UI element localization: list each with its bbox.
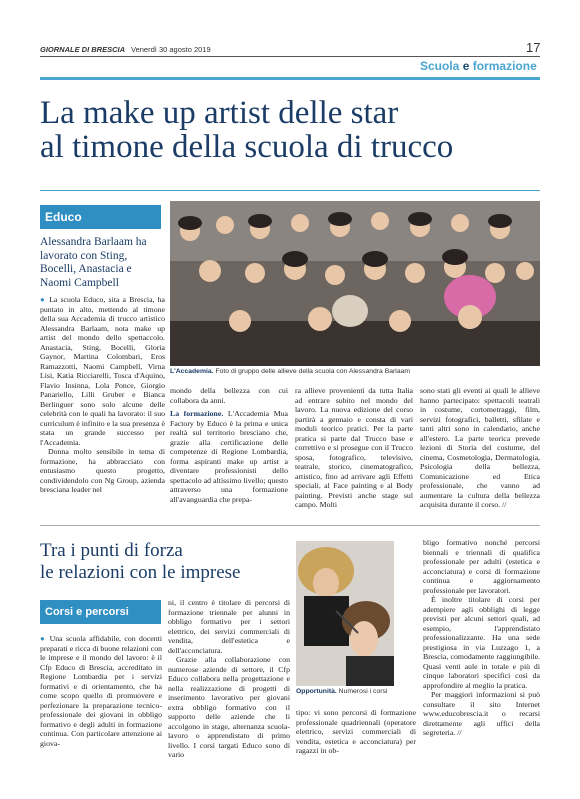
article2-tag: Corsi e percorsi xyxy=(40,600,161,624)
makeup-photo xyxy=(296,541,394,686)
article1-col2-text: mondo della bellezza con cui collabora da anni. xyxy=(170,386,288,405)
section-rule xyxy=(40,77,540,80)
group-photo-image xyxy=(170,201,540,366)
article1-tag: Educo xyxy=(40,205,161,229)
article2-column-3: tipo: vi sono percorsi di formazione professionale quadriennali (operatore elettrico, servizi commerciali di vendita, estetica e acconciatura) per ragazzi in ob- xyxy=(296,708,416,755)
article2-col2-text: ni, il centro è titolare di percorsi di formazione triennale per alunni in obbligo formativo per i settori elettrico, dei servizi commerciali di vendita, dell'estetica e dell'acconciatura. xyxy=(168,598,290,655)
article1-col1-text: La scuola Educo, sita a Brescia, ha puntato in alto, mettendo al timone della sua Accademia di trucco artistico Alessandra Barlaam, nota make up artist del mondo dello spettaccolo. Anastacia, Sting, Bocelli, Gloria Gaynor, Martina Colombari, Eros Ramazzotti, Naomi Campbell, Virna Lisi, Katia Ricciarelli, Tosca d'Aquino, Flavio Insinna, Lola Ponce, Giorgio Panariello, Lilli Gruber e Bianca Berlinguer sono solo alcune delle celebrità con le quali ha lavorato: il suo curriculum è infinito e la sua presenza è stata un grande successo per l'Accademia. xyxy=(40,295,165,447)
section-part-e: e xyxy=(462,59,470,73)
article2-col4b-text: È inoltre titolare di corsi per adempiere agli obblighi di legge previsti per alcuni settori quali, ad esempio, l'apprendistato professionalizzante. Ha una sede prestigiosa in via Luzzago 1, a Brescia, comodamente raggiungibile. Quasi venti aule in totale e più di cinque laboratori specifici così da approfondire al meglio la pratica. xyxy=(423,595,540,690)
article-separator xyxy=(40,525,540,526)
section-title xyxy=(420,59,537,73)
headline2-line-1: Tra i punti di forza xyxy=(40,540,183,561)
article2-col4-text: bligo formativo nonché percorsi biennali e triennali di qualifica professionale per adulti (estetica e acconciatura) e corsi di formazione continua e aggiornamento professionale per lavoratori. xyxy=(423,538,540,595)
subhead-formazione: La formazione. xyxy=(170,409,224,418)
header-rule xyxy=(40,56,540,57)
article2-column-2 xyxy=(168,598,290,760)
article2-column-4 xyxy=(423,538,540,738)
headline-line-2: al timone della scuola di trucco xyxy=(40,129,454,165)
bullet-icon: ● xyxy=(40,295,46,304)
issue-date: Venerdì 30 agosto 2019 xyxy=(131,45,211,54)
section-part-b: formazione xyxy=(472,59,537,73)
section-part-a: Scuola xyxy=(420,59,460,73)
article1-column-3: ra allieve provenienti da tutta Italia ad entrare subito nel mondo del lavoro. La nuova edizione del corso partirà a gennaio e consta di vari moduli teorico pratici. Per la parte pratica si parte dal Trucco base e correttivo e si prosegue con il Trucco sposa, fotografico, televisivo, teatrale, storico, cinematografico, artistico, fino ad arrivare agli Effetti speciali, al Face painting e al Body painting. Previsti anche stage sul campo. Molti xyxy=(295,386,413,509)
article2-headline xyxy=(40,540,290,584)
page-number: 17 xyxy=(526,40,541,55)
article1-column-4: sono stati gli eventi ai quali le allieve hanno partecipato: spettacoli teatrali in costume, cortometraggi, film, servizi fotografici, balletti, sfilate e tanti altri sono in calendario, anche all'estero. La parte teorica prevede lezioni di Storia del costume, del cinema, Cosmetologia, Dermatologia, Psicologia della bellezza, Comunicazione ed Etica professionale, che vanno ad aumentare la cultura della bellezza acquisita durante il corso. // xyxy=(420,386,540,509)
article1-column-2 xyxy=(170,386,288,504)
caption2-text: Numerosi i corsi xyxy=(338,688,388,695)
headline2-line-2: le relazioni con le imprese xyxy=(40,562,241,583)
publication-name: GIORNALE DI BRESCIA xyxy=(40,45,126,54)
group-photo xyxy=(170,201,540,366)
article2-caption xyxy=(296,688,406,695)
makeup-photo-image xyxy=(296,541,394,686)
article2-col2b-text: Grazie alla collaborazione con numerose aziende di settore, il Cfp Educo collabora nella progettazione e nella realizzazione di progetti di inserimento lavorativo per giovani extra obbligo formativo con il supporto delle aziende che li accolgono in stage, alternanza scuola-lavoro o apprendistato di primo livello. I corsi targati Educo sono di vario xyxy=(168,655,290,759)
article1-col2b-text: L'Accademia Mua Factory by Educo è la prima e unica realtà sul territorio bresciano che, grazie alla certificazione delle competenze di Regione Lombardia, forma aspiranti make up artist a diventare professionisti dello spettacolo ad altissimo livello; questo attraverso una formazione all'avanguardia che prepa- xyxy=(170,409,289,504)
caption2-lead: Opportunità. xyxy=(296,688,337,695)
caption-text: Foto di gruppo delle allieve della scuola con Alessandra Barlaam xyxy=(215,368,411,375)
article2-column-1 xyxy=(40,634,162,748)
headline-rule xyxy=(40,190,540,191)
article1-col1b-text: Donna molto sensibile in tema di formazione, ha abbracciato con entusiasmo questo progetto, condividendolo con Ng Group, azienda bresciana leader nel xyxy=(40,447,165,494)
article1-caption xyxy=(170,368,540,375)
caption-lead: L'Accademia. xyxy=(170,368,214,375)
article1-kicker: Alessandra Barlaam ha lavorato con Sting, Bocelli, Anastacia e Naomi Campbell xyxy=(40,236,147,289)
headline-line-1: La make up artist delle star xyxy=(40,95,399,131)
bullet-icon: ● xyxy=(40,634,47,643)
article2-col1-text: Una scuola affidabile, con docenti preparati e ricca di buone relazioni con le imprese e il mondo del lavoro: è il Cfp Educo di Brescia, accreditato in Regione Lombardia per i servizi formativi e di orientamento, che ha come scopo quello di promuovere e perfezionare la preparazione tecnico-professionale dei giovani in obbligo formativo e degli adulti in formazione continua. Con particolare attenzione ai giova- xyxy=(40,634,162,748)
article1-column-1 xyxy=(40,295,165,495)
article2-col4c-text: Per maggiori informazioni si può consultare il sito Internet www.educobrescia.it o recarsi direttamente agli uffici della segreteria. // xyxy=(423,690,540,737)
article1-headline xyxy=(40,96,540,164)
